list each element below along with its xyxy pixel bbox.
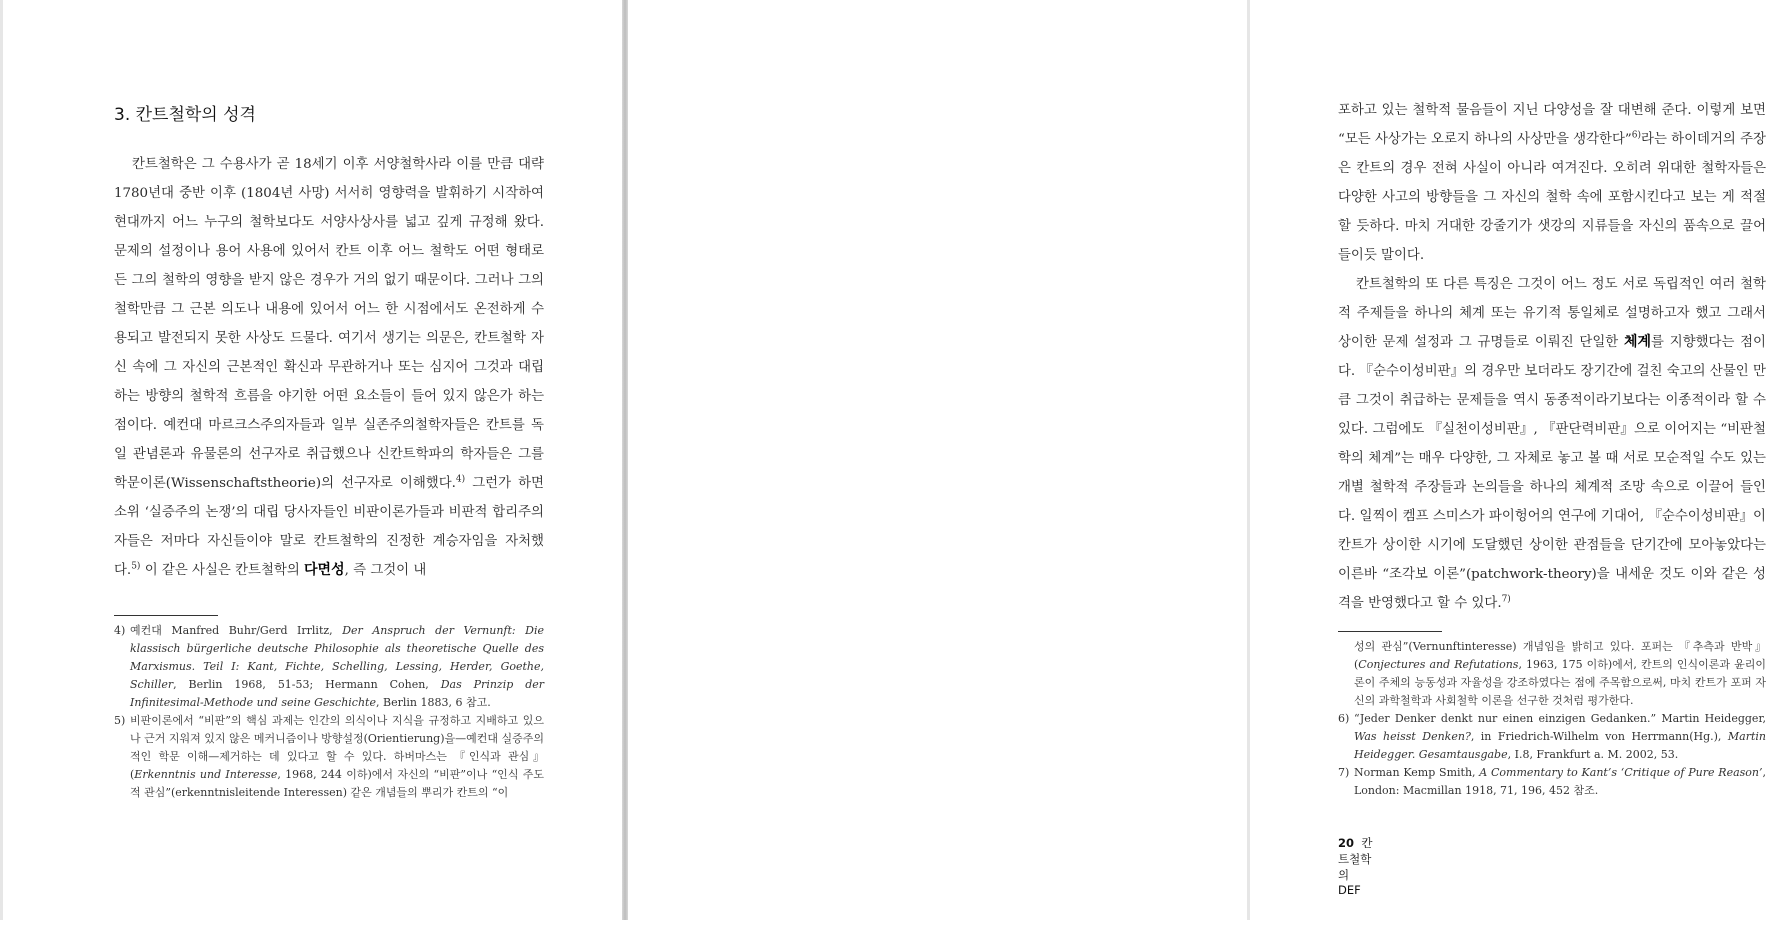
right-page-footer [1338, 835, 1372, 897]
right-paragraph-2: 칸트철학의 또 다른 특징은 그것이 어느 정도 서로 독립적인 여러 철학적 주제들을 하나의 체계 또는 유기적 통일체로 설명하고자 했고 그래서 상이한 문제 설정과 그 규명들로 이뤄진 단일한 체계를 지향했다는 점이다. 『순수이성비판』의 경우만 보더라도 장기간에 걸친 숙고의 산물인 만큼 그것이 취급하는 문제들을 역시 동종적이라기보다는 이종적이라 할 수 있다. 그럼에도 『실천이성비판』, 『판단력비판』으로 이어지는 “비판철학의 체계”는 매우 다양한, 그 자체로 놓고 볼 때 서로 모순적일 수도 있는 개별 철학적 주장들과 논의들을 하나의 체계적 조망 속으로 이끌어 들인다. 일찍이 켐프 스미스가 파이헝어의 연구에 기대어, 『순수이성비판』이 칸트가 상이한 시기에 도달했던 상이한 관점들을 단기간에 모아놓았다는 이른바 “조각보 이론”(patchwork-theory)을 내세운 것도 이와 같은 성격을 반영했다고 할 수 있다.$^{7)}$ [1338, 277, 1766, 611]
page-number: 20 [1338, 836, 1355, 850]
emphasis-system: 체계 [1623, 334, 1652, 350]
left-page-edge [0, 0, 3, 920]
right-page [628, 0, 1766, 920]
right-body-text [1338, 96, 1766, 618]
footnote-divider [1338, 631, 1442, 632]
left-paragraph: 칸트철학은 그 수용사가 곧 18세기 이후 서양철학사라 이를 만큼 대략 1780년대 중반 이후 (1804년 사망) 서서히 영향력을 발휘하기 시작하여 현대까지 어느 누구의 철학보다도 서양사상사를 넓고 깊게 규정해 왔다. 문제의 설정이나 용어 사용에 있어서 칸트 이후 어느 철학도 어떤 형태로든 그의 철학의 영향을 받지 않은 경우가 거의 없기 때문이다. 그러나 그의 철학만큼 그 근본 의도나 내용에 있어서 어느 한 시점에서도 온전하게 수용되고 발전되지 못한 사상도 드물다. 여기서 생기는 의문은, 칸트철학 자신 속에 그 자신의 근본적인 확신과 무관하거나 또는 심지어 그것과 대립하는 방향의 철학적 흐름을 야기한 어떤 요소들이 들어 있지 않은가 하는 점이다. 예컨대 마르크스주의자들과 일부 실존주의철학자들은 칸트를 독일 관념론과 유물론의 선구자로 취급했으나 신칸트학파의 학자들은 그를 학문이론(Wissenschaftstheorie)의 선구자로 이해했다.$^{4)}$ 그런가 하면 소위 ‘실증주의 논쟁’의 대립 당사자들인 비판이론가들과 비판적 합리주의자들은 저마다 자신들이야 말로 칸트철학의 진정한 계승자임을 자처했다.$^{5)}$ 이 같은 사실은 칸트철학의 다면성, 즉 그것이 내 [114, 157, 545, 578]
section-heading: 3. 칸트철학의 성격 [114, 105, 256, 125]
footnote-4: 4) 예컨대 Manfred Buhr/Gerd Irrlitz, Der Anspruch der Vernunft: Die klassisch bürgerliche deutsche Philosophie als theoretische Quelle des Marxismus. Teil I: Kant, Fichte, Schelling, Lessing, Herder, Goethe, Schiller, Berlin 1968, 51-53; Hermann Cohen, Das Prinzip der Infinitesimal-Methode und seine Geschichte, Berlin 1883, 6 참고. [114, 624, 545, 709]
left-footnotes [114, 622, 544, 802]
footnote-ref-7[interactable]: 7) [1501, 594, 1511, 605]
running-title: 칸트철학의 DEF [1338, 836, 1373, 897]
left-body-text [114, 150, 544, 585]
left-page [0, 0, 622, 920]
footnote-5: 5) 비판이론에서 “비판”의 핵심 과제는 인간의 의식이나 지식을 규정하고 지배하고 있으나 근거 지워져 있지 않은 메커니즘이나 방향설정(Orientierung)을—예컨대 실증주의적인 학문 이해—제거하는 데 있다고 할 수 있다. 하버마스는 『인식과 관심』(Erkenntnis und Interesse, 1968, 244 이하)에서 자신의 “비판”이나 “인식 주도적 관심”(erkenntnisleitende Interessen) 같은 개념들의 뿌리가 칸트의 “이 [114, 714, 544, 799]
emphasis-multifacetedness: 다면성 [304, 562, 345, 578]
footnote-6: 6) “Jeder Denker denkt nur einen einzigen Gedanken.” Martin Heidegger, Was heisst Denken?, in Friedrich-Wilhelm von Herrmann(Hg.), Martin Heidegger. Gesamtausgabe, I.8, Frankfurt a. M. 2002, 53. [1338, 712, 1766, 761]
right-footnotes [1338, 638, 1766, 800]
footnote-ref-5[interactable]: 5) [131, 561, 141, 572]
footnote-7: 7) Norman Kemp Smith, A Commentary to Kant’s ‘Critique of Pure Reason’, London: Macmillan 1918, 71, 196, 452 참조. [1338, 766, 1766, 797]
footnote-5-continued: 성의 관심”(Vernunftinteresse) 개념임을 밝히고 있다. 포퍼는 『추측과 반박』(Conjectures and Refutations, 1963, 175 이하)에서, 칸트의 인식이론과 윤리이론이 주체의 능동성과 자율성을 강조하였다는 점에 주목함으로써, 마치 칸트가 포퍼 자신의 과학철학과 사회철학 이론을 선구한 것처럼 평가한다. [1354, 640, 1766, 707]
footnote-ref-4[interactable]: 4) [455, 474, 466, 485]
footnote-divider [114, 615, 218, 616]
right-page-edge [1247, 0, 1250, 920]
footnote-ref-6[interactable]: 6) [1631, 130, 1642, 141]
right-paragraph-1: 포하고 있는 철학적 물음들이 지닌 다양성을 잘 대변해 준다. 이렇게 보면 “모든 사상가는 오로지 하나의 사상만을 생각한다”$^{6)}$라는 하이데거의 주장은 칸트의 경우 전혀 사실이 아니라 여겨진다. 오히려 위대한 철학자들은 다양한 사고의 방향들을 그 자신의 철학 속에 포함시킨다고 보는 게 적절할 듯하다. 마치 거대한 강줄기가 샛강의 지류들을 자신의 품속으로 끌어들이듯 말이다. [1338, 103, 1766, 263]
